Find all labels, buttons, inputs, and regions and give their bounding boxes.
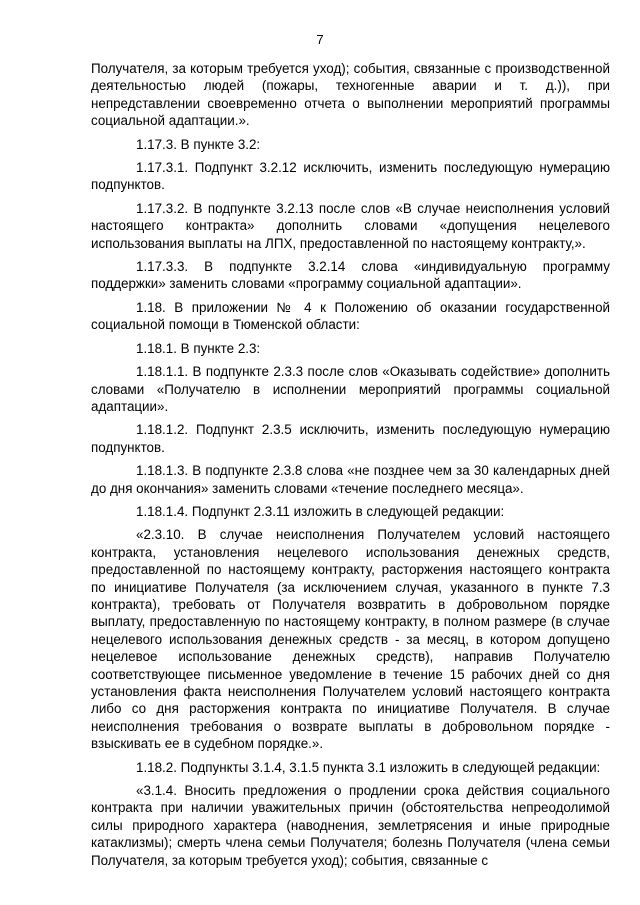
paragraph-1-18-2: 1.18.2. Подпункты 3.1.4, 3.1.5 пункта 3.1 изложить в следующей редакции: — [136, 759, 601, 775]
paragraph-1-18-1-4: 1.18.1.4. Подпункт 2.3.11 изложить в следующей редакции: — [136, 503, 505, 519]
paragraph-1-17-3: 1.17.3. В пункте 3.2: — [136, 136, 261, 152]
document-body — [91, 60, 610, 875]
paragraph-1-18-1-3: 1.18.1.3. В подпункте 2.3.8 слова «не позднее чем за 30 календарных дней до дня окончания» заменить словами «течение последнего месяца». — [91, 463, 610, 496]
paragraph-3-1-4-quote: «3.1.4. Вносить предложения о продлении срока действия социального контракта при наличии уважительных причин (обстоятельства непреодолимой силы природного характера (наводнения, землетрясения и иные природные катаклизмы); смерть члена семьи Получателя; болезнь Получателя (члена семьи Получателя, за которым требуется уход); события, связанные с — [91, 783, 610, 868]
page-number: 7 — [316, 32, 324, 47]
paragraph-1-18-1-1: 1.18.1.1. В подпункте 2.3.3 после слов «Оказывать содействие» дополнить словами «Получателю в исполнении мероприятий программы социальной адаптации». — [91, 364, 610, 414]
paragraph-continuation: Получателя, за которым требуется уход); события, связанные с производственной деятельностью людей (пожары, техногенные аварии и т. д.)), при непредставлении своевременно отчета о выполнении мероприятий программы социальной адаптации.». — [91, 61, 610, 129]
paragraph-1-17-3-2: 1.17.3.2. В подпункте 3.2.13 после слов «В случае неисполнения условий настоящего контракта» дополнить словами «допущения нецелевого использования выплаты на ЛПХ, предоставленной по настоящему контракту,». — [91, 200, 610, 251]
paragraph-1-18-1: 1.18.1. В пункте 2.3: — [136, 340, 261, 356]
paragraph-2-3-10-quote: «2.3.10. В случае неисполнения Получателем условий настоящего контракта, установления нецелевого использования денежных средств, предоставленной по настоящему контракту, расторжения настоящего контракта по инициативе Получателя (за исключением случая, указанного в пункте 7.3 контракта), требовать от Получателя возвратить в добровольном порядке выплату, предоставленную по настоящему контракту, в полном размере (в случае нецелевого использования денежных средств - за месяц, в котором допущено нецелевое использование денежных средств), направив Получателю соответствующее письменное уведомление в течение 15 рабочих дней со дня установления факта неисполнения Получателем условий настоящего контракта либо со дня расторжения контракта по инициативе Получателя. В случае неисполнения требования о возврате выплаты в добровольном порядке - взыскивать ее в судебном порядке.». — [91, 527, 610, 752]
paragraph-1-17-3-3: 1.17.3.3. В подпункте 3.2.14 слова «индивидуальную программу поддержки» заменить словами «программу социальной адаптации». — [91, 259, 610, 292]
paragraph-1-18-1-2: 1.18.1.2. Подпункт 2.3.5 исключить, изменить последующую нумерацию подпунктов. — [91, 422, 610, 455]
paragraph-1-18: 1.18. В приложении № 4 к Положению об оказании государственной социальной помощи в Тюменской области: — [91, 299, 610, 333]
paragraph-1-17-3-1: 1.17.3.1. Подпункт 3.2.12 исключить, изменить последующую нумерацию подпунктов. — [91, 160, 610, 193]
